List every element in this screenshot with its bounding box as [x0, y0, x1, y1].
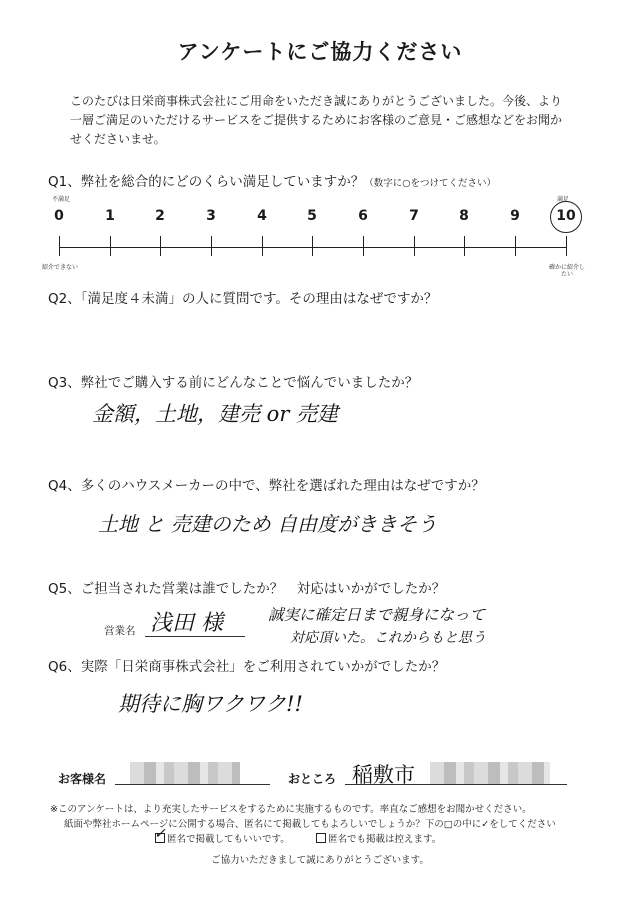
q3-label: Q3、弊社でご購入する前にどんなことで悩んでいましたか？ — [48, 375, 419, 391]
footnote-line2: 紙面や弊社ホームページに公開する場合、匿名にて掲載してもよろしいでしょうか？下の□の中に✓をしてください — [64, 819, 556, 830]
scale-option-0[interactable]: 0 — [54, 208, 64, 224]
anonymous-decline-text: 匿名でも掲載は控えます。 — [328, 834, 442, 845]
scale-tick — [515, 236, 516, 256]
anonymous-decline-option[interactable] — [316, 831, 441, 845]
scale-tick — [363, 236, 364, 256]
survey-title: アンケートにご協力ください — [177, 40, 463, 64]
scale-option-3[interactable]: 3 — [206, 208, 216, 224]
staff-name-label: 営業名 — [104, 625, 136, 637]
customer-name-label: お客様名 — [58, 772, 107, 786]
q5-handwritten-answer-line2: 対応頂いた。これからもと思う — [290, 630, 486, 646]
q6-label: Q6、実際「日栄商事株式会社」をご利用されていかがでしたか？ — [48, 659, 446, 675]
scale-tick — [211, 236, 212, 256]
q5-label: Q5、ご担当された営業は誰でしたか？ 対応はいかがでしたか？ — [48, 581, 446, 597]
q4-handwritten-answer: 土地 と 売建のため 自由度がききそう — [98, 512, 438, 536]
customer-name-redacted — [130, 762, 240, 784]
address-handwritten: 稲敷市 — [352, 763, 415, 787]
scale-tick — [312, 236, 313, 256]
scale-option-7[interactable]: 7 — [409, 208, 419, 224]
scale-option-10[interactable]: 10 — [556, 208, 576, 224]
thanks-message: ご協力いただきまして誠にありがとうございます。 — [211, 855, 429, 866]
q1-label: Q1、弊社を総合的にどのくらい満足していますか？ — [48, 174, 365, 190]
q3-handwritten-answer: 金額，土地，建売 or 売建 — [92, 402, 339, 426]
check-mark-icon: ✓ — [154, 826, 166, 842]
q6-handwritten-answer: 期待に胸ワクワク!! — [118, 692, 303, 716]
scale-tick — [566, 236, 567, 256]
intro-text: このたびは日栄商事株式会社にご用命をいただき誠にありがとうございました。今後、より一層ご満足のいただけるサービスをご提供するためにお客様のご意見・ご感想などをお聞かせくださいませ。 — [70, 94, 563, 146]
scale-low-bottom-label: 紹介できない — [41, 264, 78, 271]
scale-option-2[interactable]: 2 — [155, 208, 165, 224]
address-label: おところ — [288, 772, 337, 786]
staff-name-handwritten: 浅田 様 — [150, 611, 223, 636]
scale-option-8[interactable]: 8 — [459, 208, 469, 224]
q4-label: Q4、多くのハウスメーカーの中で、弊社を選ばれた理由はなぜですか？ — [48, 478, 485, 494]
footnote-line1: ※このアンケートは、より充実したサービスをするために実施するものです。率直なご感想をお聞かせください。 — [50, 804, 532, 815]
q5-handwritten-answer-line1: 誠実に確定日まで親身になって — [268, 606, 486, 624]
scale-option-5[interactable]: 5 — [307, 208, 317, 224]
anonymous-decline-checkbox[interactable] — [316, 833, 326, 843]
address-redacted — [430, 762, 550, 784]
scale-option-9[interactable]: 9 — [510, 208, 520, 224]
staff-name-underline — [145, 636, 245, 637]
anonymous-ok-text: 匿名で掲載してもいいです。 — [167, 834, 290, 845]
customer-name-underline — [115, 784, 270, 785]
selected-rating-circle — [550, 201, 582, 233]
anonymous-ok-option[interactable] — [154, 826, 290, 845]
scale-high-top-label: 満足 — [556, 196, 569, 203]
scale-option-1[interactable]: 1 — [105, 208, 115, 224]
scale-option-4[interactable]: 4 — [257, 208, 267, 224]
scale-tick — [110, 236, 111, 256]
address-underline — [345, 784, 567, 785]
scale-tick — [59, 236, 60, 256]
q1-heading — [48, 170, 496, 190]
scale-tick — [160, 236, 161, 256]
scale-tick — [414, 236, 415, 256]
scale-tick — [464, 236, 465, 256]
q1-note: （数字に○をつけてください） — [364, 178, 497, 189]
q2-label: Q2、「満足度４未満」の人に質問です。その理由はなぜですか？ — [48, 291, 438, 307]
scale-high-bottom-label: 確かに紹介したい — [548, 264, 585, 278]
scale-tick — [262, 236, 263, 256]
scale-option-6[interactable]: 6 — [358, 208, 368, 224]
scale-low-top-label: 不満足 — [51, 196, 70, 203]
